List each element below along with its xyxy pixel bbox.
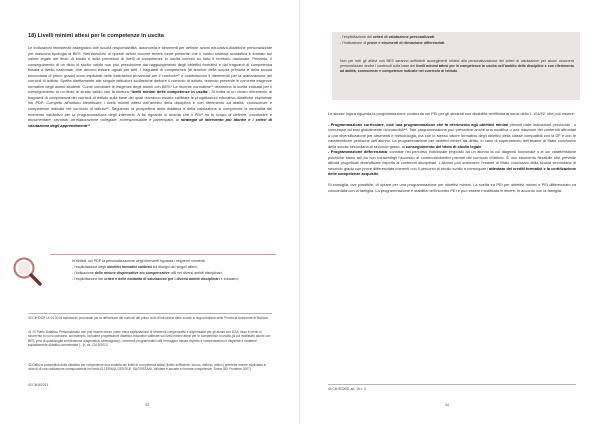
box-note-start: Non per tutti gli allievi con BES saranno sufficienti accorgimenti relativi alla personalizzazione dei criteri di valutazione per alcuni occorrerà personalizzare anche i contenuti sulla base dei [340, 59, 574, 68]
box-line-part: ; [434, 35, 436, 39]
magnifier-icon [10, 255, 44, 289]
footnote-43: 43 CM 8/2013. [28, 383, 49, 387]
paragraph-differentiated [328, 149, 576, 177]
paragraph-intro: Le stesse logica riguarda la programmazione contenuta nel PEI per gli studenti con disabilità certificata ai sensi della L.104/92, che può essere: [328, 111, 575, 116]
paragraph-advice: Si consiglia, ove possibile, di optare per una programmazione per obiettivi minimi. La scelta tra PEI per obiettivi minimi e PEI differenziato va concordata con la famiglia. La programmazione è stabilita nell’incontro PEI e può essere modificata in itinere, in accordo con la famiglia. [328, 182, 576, 193]
callout-intro: In sintesi, nel PDP la personalizzazione degli interventi riguarda i seguenti momenti: [72, 259, 206, 263]
curricular-end: . [481, 143, 483, 149]
section-heading: 18) Livelli minimi attesi per le competenze in uscita [28, 33, 164, 39]
left-paragraph [28, 45, 272, 128]
differentiated-attestato: attestato dei crediti formativi e la certificazione delle competenze acquisite [328, 165, 577, 177]
box-line [340, 41, 445, 47]
curricular-title-legal: conseguimento del titolo di studio legale [405, 143, 482, 149]
summary-box [332, 32, 580, 100]
text-run: ⁴³. [87, 122, 92, 128]
callout-item-part: criteri e delle modalità di valutazione per i diversi ambiti disciplinari [104, 276, 220, 281]
text-run: PDP ha lo scopo di definire, monitorare e documentare, secondo un’elaborazione collegiale, corresponsabile e partecipata, la [28, 111, 272, 123]
callout-item-part: obiettivi formativi calibrati [106, 264, 152, 269]
text-run: ⁴⁰ e costituiscono il riferimento per la realizzazione dei curricoli di istituto. Spetta direttamente alle singole istituzioni scolastiche definire il curricolo di istituto, tenendo presente le concrete esigenze formative degli alunni-studenti. Come conciliare le esigenze degli alunni con BES? La recente normativa⁴¹ desumma la scelta indicata per il conseguimento di un titolo di studio valido con la dicitura “ [28, 72, 272, 95]
footnote-40: 40 Cfr. DGP 14.04.2015 Indicazioni provinciali per la definizione dei curricoli del primo ciclo di istruzione delle scuole in lingua italiana della Provincia Autonoma di Bolzano. [28, 313, 272, 320]
page-folio: 43 [145, 403, 149, 407]
text-run: ”. Si tratta di un chiaro riferimento ai traguardi di competenza dei curricoli di istituto sulla base dei quali dovranno essere calibrate le progettazioni educativo-didattiche esplicitate nel PDP. Compete all’istituto identificare i livelli minimi attesi nell’ambito della disciplina e con riferimento ad abilità, conoscenze e competenze indicate nel curricolo di istituto⁴². Seguendo la prospettiva della didattica e della valutazione si comprende la centralità del momento valutativo per la programmazione degli interventi. A tal riguardo si ricorda che il [28, 89, 272, 117]
callout-item-part: - l’esplicitazione degli [72, 264, 107, 269]
text-run: Indicazioni provinciali per il curricolo [113, 72, 177, 78]
footnote-44: 44 CM 90/2001 art. 15 c. 3. [328, 384, 576, 391]
box-line-part: criteri di valutazione personalizzati [373, 35, 435, 39]
text-run: livelli minimi delle competenze in uscita [131, 89, 208, 95]
page-folio-right: 44 [445, 403, 449, 407]
box-line-part: - l’indicazione di [340, 40, 368, 45]
box-note [340, 59, 574, 74]
box-list [340, 35, 445, 46]
callout-text [72, 259, 276, 283]
text-run: Le indicazioni ministeriali assegnano alle scuola responsabilità, autonomia e strumenti per definire azioni educativo-didattiche personalizzate per ciascuna tipologia di BES. Nell’esercizio di queste azioni occorre tenere bene presente che il nostro sistema scolastico è fondato sul valore legale del titolo di studio e sulle previsioni di livelli di competenze in uscita comuni su tutto il territorio nazionale. Pertanto, il conseguimento di un titolo di studio valido non può prescindere dal raggiungimento degli obiettivi formativi e dal traguardi di competenza fissata a livello nazionale, che devono essere uguali per tutti. I traguardi di competenza (al termine della scuola primaria e della scuola secondaria di primo grado) sono esplicitati nelle [28, 45, 272, 78]
right-page [300, 0, 600, 424]
callout-list [72, 265, 276, 283]
callout-item-part: sui bisogni dei singoli allievi; [151, 264, 198, 269]
left-page [0, 0, 299, 424]
differentiated-end: . [378, 171, 380, 177]
curricular-title: - Programmazione curricolare, cioè una programmazione che fa riferimento agli obiettivi minimi [328, 121, 509, 127]
curricular-text: previsti dalle indicazioni provinciali , o comunque ad essi globalmente riconducibili⁴⁴. Tale programmazione può prevedere anche una modifica o una riduzione dei contenuti affrontati o una diversificazione per strumenti e metodologia, ma con lo stesso valore formativo degli obiettivi della classe compatibili con la DF e con le caratteristiche psichiche dell’alunno. La programmazione per obiettivi minimi dà diritto, in caso di superamento dell’esame di Stato conclusivo della scuola secondaria di secondo grado, al [328, 121, 576, 149]
callout-item-part: - l’esplicitazione dei [72, 276, 105, 281]
callout-item-part: - l’indicazione [72, 270, 95, 275]
left-body-text [28, 45, 272, 128]
callout-item-part: e educativi; [219, 276, 239, 281]
box-line-part: - l’esplicitazione dei [340, 35, 373, 39]
box-note-bold: livelli minimi attesi per le competenze in uscita nell’ambito delle discipline e con riferimento ad abilità, conoscenze e competenze indicate nel curricolo di istituto [340, 64, 574, 73]
footnote-41: 41 «Il Piano Didattico Personalizzato non può essere inteso come mera esplicitazione di strumenti compensativi e dispensativi per gli alunni con DSA; esso è bensì lo strumento in cui si potranno, ad esempio, includere progettazioni didattico-educative calibrate sui livelli minimi attesi per le competenze in uscita (di cui moltissimi alunni con BES, privi di qualsivoglia certificazione diagnostica, abbisognano), strumenti programmatici utili in maggior misura rispetto a compensazioni o dispense a carattere squisitamente didattico-strumentale [...]», cit. CM 8/2013. [28, 330, 271, 347]
box-line-part: . [444, 40, 446, 45]
footnote-42: 42 Della la prospettiva della didattica per competenze una scaletta dei livelli di competenza attesi (livello sufficiente, buono, distinto, ottimo) potrebbe essere esplicitata in vista di di una valutazione corrispondente nel testo ELLERANI, GENTILE, SACRISTANI, Valutare e accade e formare competenze, Torino SEI Frontiere 2007). [28, 363, 267, 372]
text-run: strategie di intervento più idonee e i criteri di valutazione degli apprendimenti [28, 117, 272, 128]
paragraph-curricular [328, 122, 576, 150]
box-line-part: prove e strumenti di rilevazione differenziati [367, 40, 445, 45]
box-note-end: . [457, 69, 459, 73]
differentiated-text: : consiste nel percorso individuale proposto ad un alunno la cui diagnosi funzionale o le cui caratteristiche psichiche siano tali da non consentirgli l’accesso ai contenuti/obiettivi previsti dal curricolo d’istituto. È uno strumento flessibile che prevede attività progettuali diversificate rispetto ai contenuti disciplinari. L’alunno può sostenere l’esame di Stato conclusivo della scuola secondaria di secondo grado con prove differenziate coerenti con il percorso di studio svolto e conseguire l’ [328, 149, 576, 171]
right-body-text [328, 111, 576, 198]
summary-callout [50, 254, 276, 303]
callout-item [72, 277, 276, 283]
differentiated-title: - Programmazione differenziata [328, 149, 387, 155]
callout-item-part: delle misure dispensative e/o compensative [94, 270, 170, 275]
callout-item-part: utili nei diversi ambiti disciplinari; [169, 270, 223, 275]
